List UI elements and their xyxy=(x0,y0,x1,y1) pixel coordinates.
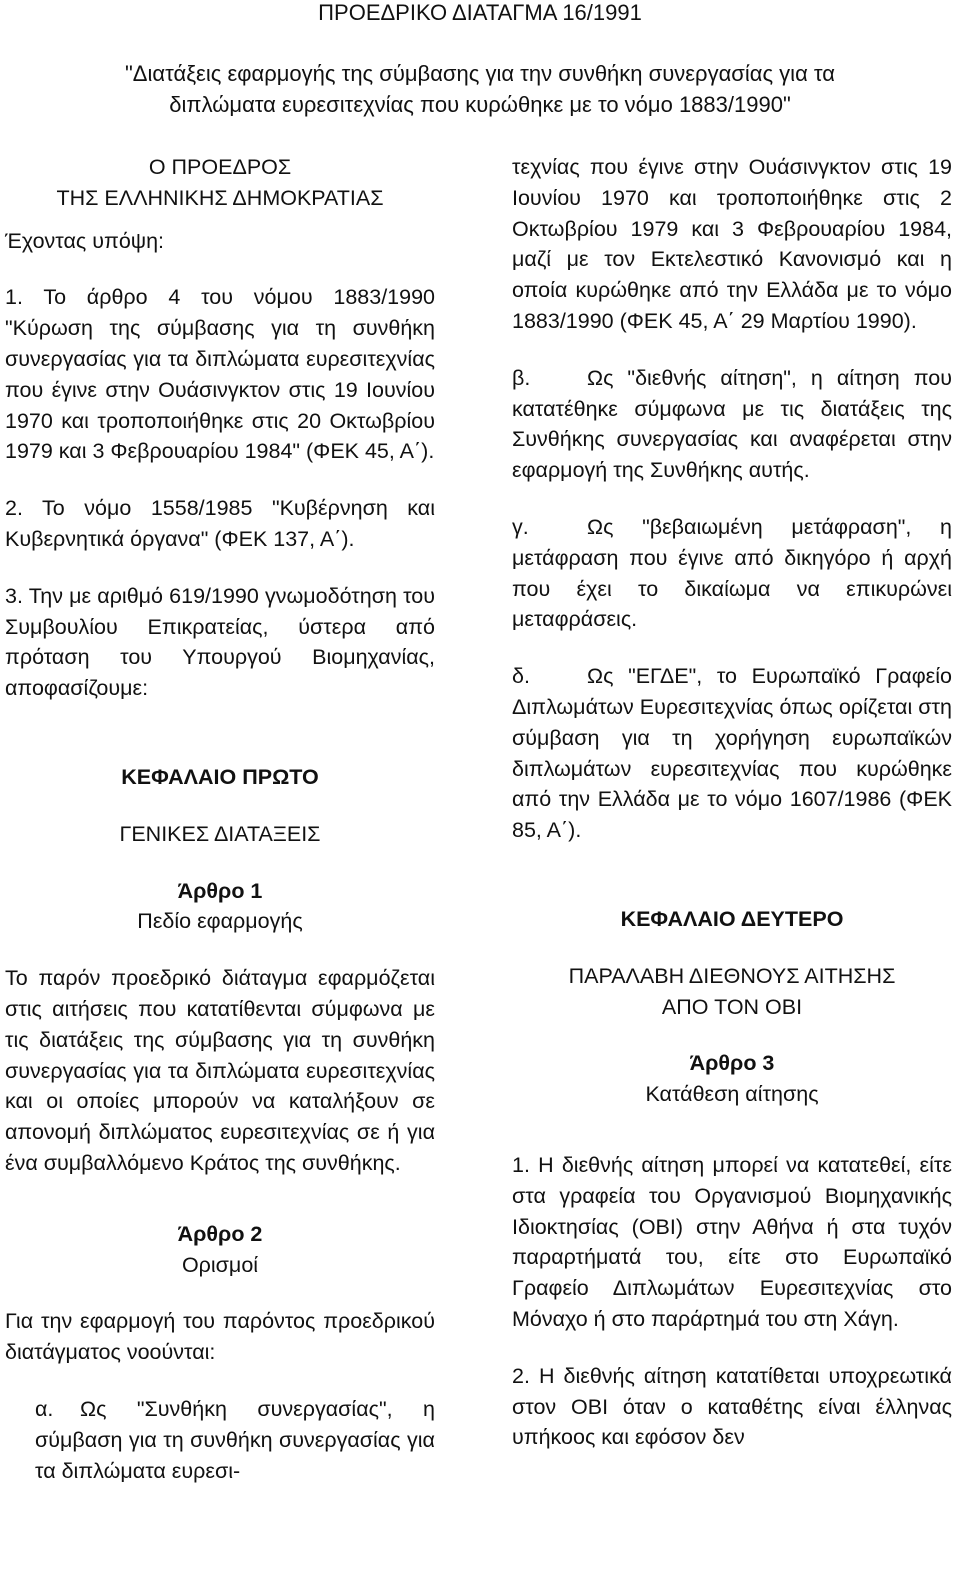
document-subtitle xyxy=(60,58,900,120)
definition-b xyxy=(512,363,952,486)
chapter-2-subtitle-line-1: ΠΑΡΑΛΑΒΗ ΔΙΕΘΝΟΥΣ ΑΙΤΗΣΗΣ xyxy=(568,963,896,988)
having-regard: Έχοντας υπόψη: xyxy=(5,228,165,253)
president-line-1: Ο ΠΡΟΕΔΡΟΣ xyxy=(148,155,292,179)
definition-a-continued: τεχνίας που έγινε στην Ουάσινγκτον στις 19 Ιουνίου 1970 και τροποποιήθηκε στις 2 Οκτωβρίου 1979 και 3 Φεβρουαρίου 1984, μαζί με τον Εκτελεστικό Κανονισμό και η οποία κυρώθηκε από την Ελλάδα με το νόμο 1883/1990 (ΦΕΚ 45, Α΄ 29 Μαρτίου 1990). xyxy=(512,155,952,333)
recital-item-1: 1. Το άρθρο 4 του νόμου 1883/1990 "Κύρωση της σύμβασης για τη συνθήκη συνεργασίας για τα διπλώματα ευρεσιτεχνίας που έγινε στην Ουάσινγκτον στις 19 Ιουνίου 1970 και τροποποιήθηκε στις 20 Οκτωβρίου 1979 και 3 Φεβρουαρίου 1984" (ΦΕΚ 45, Α΄). xyxy=(5,285,435,464)
document-title: ΠΡΟΕΔΡΙΚΟ ΔΙΑΤΑΓΜΑ 16/1991 xyxy=(318,0,642,25)
article-3-paragraph-2: 2. Η διεθνής αίτηση κατατίθεται υποχρεωτικά στον ΟΒΙ όταν ο καταθέτης είναι έλληνας υπήκοος και εφόσον δεν xyxy=(512,1363,952,1450)
article-3-subtitle: Κατάθεση αίτησης xyxy=(645,1082,819,1107)
definition-a xyxy=(5,1394,435,1486)
definition-d-text: Ως "ΕΓΔΕ", το Ευρωπαϊκό Γραφείο Διπλωμάτων Ευρεσιτεχνίας όπως ορίζεται στη σύμβαση για τη χορήγηση ευρωπαϊκών διπλωμάτων ευρεσιτεχνίας που κυρώθηκε από την Ελλάδα με το νόμο 1607/1986 (ΦΕΚ 85, Α΄). xyxy=(512,664,952,843)
chapter-2-subtitle-line-2: ΑΠΟ ΤΟΝ ΟΒΙ xyxy=(661,994,803,1019)
definition-a-text: Ως "Συνθήκη συνεργασίας", η σύμβαση για τη συνθήκη συνεργασίας για τα διπλώματα ευρεσι- xyxy=(35,1396,435,1483)
article-1-text: Το παρόν προεδρικό διάταγμα εφαρμόζεται στις αιτήσεις που κατατίθενται σύμφωνα με τις διατάξεις της σύμβασης για τη συνθήκη συνεργασίας για τα διπλώματα ευρεσιτεχνίας και οι οποίες μπορούν να καταλήξουν σε απονομή διπλώματος ευρεσιτεχνίας σε ή για ένα συμβαλλόμενο Κράτος της συνθήκης. xyxy=(5,966,435,1175)
chapter-1-subtitle: ΓΕΝΙΚΕΣ ΔΙΑΤΑΞΕΙΣ xyxy=(119,821,321,846)
subtitle-line-2: διπλώματα ευρεσιτεχνίας που κυρώθηκε με το νόμο 1883/1990" xyxy=(169,92,791,117)
left-column xyxy=(5,152,435,1486)
chapter-2-title: ΚΕΦΑΛΑΙΟ ΔΕΥΤΕΡΟ xyxy=(620,906,844,931)
definition-a-marker: α. xyxy=(35,1396,54,1421)
article-2-intro: Για την εφαρμογή του παρόντος προεδρικού διατάγματος νοούνται: xyxy=(5,1309,435,1365)
definition-c-marker: γ. xyxy=(512,514,529,539)
president-line-2: ΤΗΣ ΕΛΛΗΝΙΚΗΣ ΔΗΜΟΚΡΑΤΙΑΣ xyxy=(56,185,384,210)
recital-item-2: 2. Το νόμο 1558/1985 "Κυβέρνηση και Κυβερνητικά όργανα" (ΦΕΚ 137, Α΄). xyxy=(5,496,435,551)
article-3-title: Άρθρο 3 xyxy=(689,1051,775,1076)
subtitle-line-1: "Διατάξεις εφαρμογής της σύμβασης για την συνθήκη συνεργασίας για τα xyxy=(124,61,835,86)
definition-d-marker: δ. xyxy=(512,664,530,689)
definition-b-text: Ως "διεθνής αίτηση", η αίτηση που κατατέθηκε σύμφωνα με τις διατάξεις της Συνθήκης συνεργασίας και αναφέρεται στην εφαρμογή της Συνθήκης αυτής. xyxy=(512,365,952,483)
definition-c xyxy=(512,512,952,635)
definition-b-marker: β. xyxy=(512,365,531,390)
definition-c-text: Ως "βεβαιωμένη μετάφραση", η μετάφραση που έγινε από δικηγόρο ή αρχή που έχει το δικαίωμα να επικυρώνει μεταφράσεις. xyxy=(512,514,952,632)
right-column xyxy=(512,152,952,1453)
chapter-1-title: ΚΕΦΑΛΑΙΟ ΠΡΩΤΟ xyxy=(121,764,319,789)
article-2-subtitle: Ορισμοί xyxy=(181,1252,259,1277)
article-1-title: Άρθρο 1 xyxy=(177,878,263,903)
definition-d xyxy=(512,661,952,846)
article-2-title: Άρθρο 2 xyxy=(177,1221,263,1246)
article-3-paragraph-1: 1. Η διεθνής αίτηση μπορεί να κατατεθεί, είτε στα γραφεία του Οργανισμού Βιομηχανικής Ιδιοκτησίας (ΟΒΙ) στην Αθήνα ή στα τυχόν παραρτήματά του, είτε στο Ευρωπαϊκό Γραφείο Διπλωμάτων Ευρεσιτεχνίας στο Μόναχο ή στο παράρτημά του στη Χάγη. xyxy=(512,1152,952,1331)
article-1-subtitle: Πεδίο εφαρμογής xyxy=(137,909,303,934)
recital-item-3: 3. Την με αριθμό 619/1990 γνωμοδότηση του Συμβουλίου Επικρατείας, ύστερα από πρόταση του Υπουργού Βιομηχανίας, αποφασίζουμε: xyxy=(5,583,435,701)
